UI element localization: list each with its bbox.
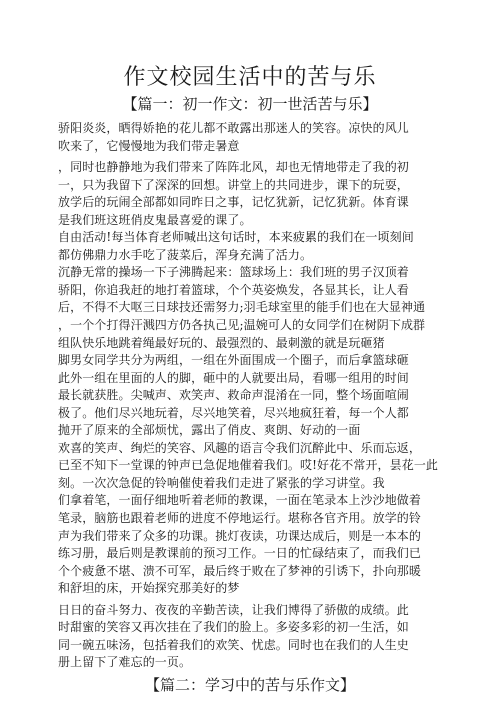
- page-title: 作文校园生活中的苦与乐: [123, 65, 377, 90]
- text-line: 刻。一次次急促的铃响催使着我们走进了紧张的学习讲堂。我: [58, 475, 385, 490]
- text-line: 极了。他们尽兴地玩着，尽兴地笑着，尽兴地疯狂着，每一个人都: [58, 405, 409, 420]
- text-line: 后，不得不大呕三日球技还需努力;羽毛球室里的能手们也在大显神通: [58, 300, 426, 315]
- text-line: 一，只为我留下了深深的回想。讲堂上的共同进步，课下的玩耍，: [58, 177, 409, 192]
- text-line: 抛开了原来的全部烦忧，露出了俏皮、爽朗、好动的一面: [58, 423, 361, 438]
- text-line: 组队快乐地跳着绳最好玩的、最强烈的、最刺激的就是玩砸猪: [58, 335, 385, 350]
- text-line: 都仿佛鼎力水手吃了菠菜后，浑身充满了活力。: [58, 247, 313, 262]
- text-line: 自由活动!每当体育老师喊出这句话时，本来疲累的我们在一顷刻间: [58, 230, 414, 245]
- text-line: 声为我们带来了众多的功课。挑灯夜读，功课达成后，则是一本本的: [58, 528, 422, 543]
- section-heading-2: 【篇二：学习中的苦与乐作文】: [144, 676, 355, 694]
- text-line: 放学后的玩闹全部都如同昨日之事，记忆犹新，记忆犹新。体育课: [58, 195, 409, 210]
- text-line: 们拿着笔，一面仔细地听着老师的教课，一面在笔录本上沙沙地做着: [58, 493, 422, 508]
- section-heading-1: 【篇一：初一作文：初一世活苦与乐】: [122, 95, 378, 113]
- text-line: 个个疲惫不堪、溃不可军，最后终于败在了梦神的引诱下，扑向那暖: [58, 563, 422, 578]
- text-line: 此外一组在里面的人的脚，砸中的人就要出局，看哪一组用的时间: [58, 370, 409, 385]
- text-line: 最长就获胜。尖喊声、欢笑声、救命声混淆在一同，整个场面喧闹: [58, 388, 409, 403]
- text-line: 笔录，脑筋也跟着老师的进度不停地运行。堪称各官齐用。放学的铃: [58, 511, 422, 526]
- article-body: [58, 120, 468, 672]
- text-line: 吹来了，它慢慢地为我们带走暑意: [58, 138, 240, 153]
- text-line: 骄阳炎炎，晒得娇艳的花儿都不敢露出那迷人的笑容。凉快的风儿: [58, 121, 409, 135]
- text-line: ，一个个打得汗溅四方仍各执己见;温婉可人的女同学们在树阴下成群: [58, 318, 426, 333]
- text-line: 脚男女同学共分为两组，一组在外面围成一个圈子，而后拿篮球砸: [58, 353, 409, 368]
- text-line: 时甜蜜的笑容又再次挂在了我们的脸上。多姿多彩的初一生活，如: [58, 620, 409, 635]
- text-line: ，同时也静静地为我们带来了阵阵北风，却也无情地带走了我的初: [58, 160, 409, 175]
- text-line: 已至不知下一堂课的钟声已急促地催着我们。哎!好花不常开，昙花一此: [58, 458, 439, 473]
- text-line: 和舒坦的床，开始探究那美好的梦: [58, 581, 240, 596]
- text-line: 骄阳，你追我赶的地打着篮球，个个英姿焕发，各显其长，让人看: [58, 282, 409, 297]
- text-line: 册上留下了难忘的一页。: [58, 655, 192, 670]
- text-line: 欢喜的笑声、绚烂的笑容、风趣的语言令我们沉醉此中、乐而忘返，: [58, 440, 422, 455]
- text-line: 练习册，最后则是教课前的预习工作。一日的忙碌结束了，而我们已: [58, 546, 422, 561]
- text-line: 日日的奋斗努力、夜夜的辛勤苦读，让我们博得了骄傲的成绩。此: [58, 602, 409, 617]
- text-line: 沉静无常的操场一下子沸腾起来：篮球场上：我们班的男子汉顶着: [58, 265, 409, 280]
- text-line: 是我们班这班俏皮鬼最喜爱的课了。: [58, 212, 252, 227]
- text-line: 同一碗五味汤，包括着我们的欢笑、忧虑。同时也在我们的人生史: [58, 637, 409, 652]
